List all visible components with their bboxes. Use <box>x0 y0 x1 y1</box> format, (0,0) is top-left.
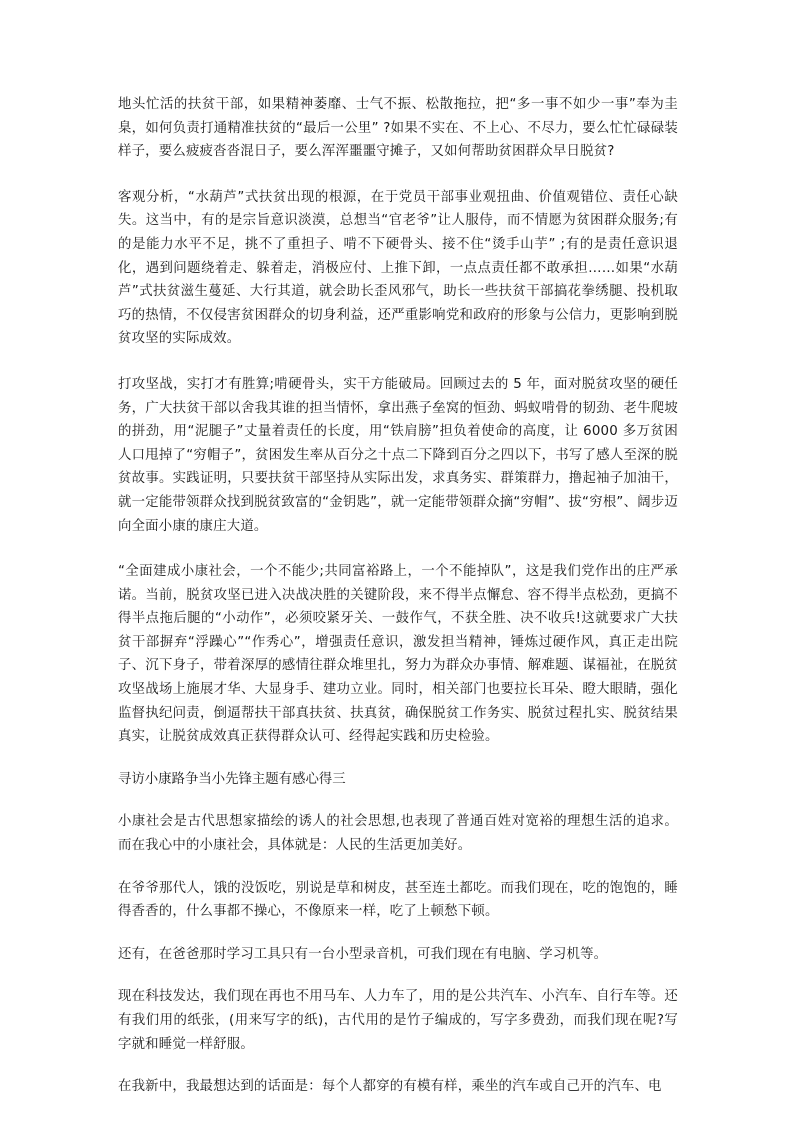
body-paragraph: 在我新中，我最想达到的话面是：每个人都穿的有模有样，乘坐的汽车或自己开的汽车、电 <box>118 1079 662 1095</box>
body-paragraph: 打攻坚战，实打才有胜算;啃硬骨头，实干方能破局。回顾过去的 5 年，面对脱贫攻坚的硬任务，广大扶贫干部以舍我其谁的担当情怀，拿出燕子垒窝的恒劲、蚂蚁啃骨的韧劲、老牛爬坡的拼劲，用“泥腿子”丈量着责任的长度，用“铁肩膀”担负着使命的高度，让 6000 多万贫困人口甩掉了“穷帽子”，贫困发生率从百分之十点二下降到百分之四以下，书写了感人至深的脱贫故事。实践证明，只要扶贫干部坚持从实际出发，求真务实、群策群力，撸起袖子加油干，就一定能带领群众找到脱贫致富的“金钥匙”，就一定能带领群众摘“穷帽”、拔“穷根”、阔步迈向全面小康的康庄大道。 <box>118 376 678 534</box>
body-paragraph: 还有，在爸爸那时学习工具只有一台小型录音机，可我们现在有电脑、学习机等。 <box>118 946 608 962</box>
body-paragraph: 地头忙活的扶贫干部，如果精神萎靡、士气不振、松散拖拉，把“多一事不如少一事”奉为圭臬，如何负责打通精准扶贫的“最后一公里” ?如果不实在、不上心、不尽力，要么忙忙碌碌装样子，要么疲疲沓沓混日子，要么浑浑噩噩守摊子，又如何帮助贫困群众早日脱贫? <box>118 97 678 160</box>
body-paragraph: 现在科技发达，我们现在再也不用马车、人力车了，用的是公共汽车、小汽车、自行车等。还有我们用的纸张，(用来写字的纸)，古代用的是竹子编成的，写字多费劲，而我们现在呢?写字就和睡觉一样舒服。 <box>118 989 678 1052</box>
body-paragraph: “全面建成小康社会，一个不能少;共同富裕路上，一个不能掉队”，这是我们党作出的庄严承诺。当前，脱贫攻坚已进入决战决胜的关键阶段，来不得半点懈怠、容不得半点松劲，更搞不得半点拖后腿的“小动作”，必须咬紧牙关、一鼓作气，不获全胜、决不收兵!这就要求广大扶贫干部摒弃“浮躁心”“作秀心”，增强责任意识，激发担当精神，锤炼过硬作风，真正走出院子、沉下身子，带着深厚的感情往群众堆里扎，努力为群众办事情、解难题、谋福祉，在脱贫攻坚战场上施展才华、大显身手、建功立业。同时，相关部门也要拉长耳朵、瞪大眼睛，强化监督执纪问责，倒逼帮扶干部真扶贫、扶真贫，确保脱贫工作务实、脱贫过程扎实、脱贫结果真实，让脱贫成效真正获得群众认可、经得起实践和历史检验。 <box>118 564 678 745</box>
body-paragraph: 客观分析，“水葫芦”式扶贫出现的根源，在于党员干部事业观扭曲、价值观错位、责任心缺失。这当中，有的是宗旨意识淡漠，总想当“官老爷”让人服侍，而不情愿为贫困群众服务;有的是能力水平不足，挑不了重担子、啃不下硬骨头、接不住“烫手山芋” ;有的是责任意识退化，遇到问题绕着走、躲着走，消极应付、上推下卸，一点点责任都不敢承担……如果“水葫芦”式扶贫滋生蔓延、大行其道，就会助长歪风邪气，助长一些扶贫干部搞花拳绣腿、投机取巧的热情，不仅侵害贫困群众的切身利益，还严重影响党和政府的形象与公信力，更影响到脱贫攻坚的实际成效。 <box>118 189 678 347</box>
section-heading: 寻访小康路争当小先锋主题有感心得三 <box>118 771 346 787</box>
document-page <box>118 93 678 1099</box>
body-paragraph: 在爷爷那代人，饿的没饭吃，别说是草和树皮，甚至连土都吃。而我们现在，吃的饱饱的，睡得香香的，什么事都不操心，不像原来一样，吃了上顿愁下顿。 <box>118 880 678 920</box>
body-paragraph: 小康社会是古代思想家描绘的诱人的社会思想,也表现了普通百姓对宽裕的理想生活的追求。而在我心中的小康社会，具体就是：人民的生活更加美好。 <box>118 814 678 854</box>
